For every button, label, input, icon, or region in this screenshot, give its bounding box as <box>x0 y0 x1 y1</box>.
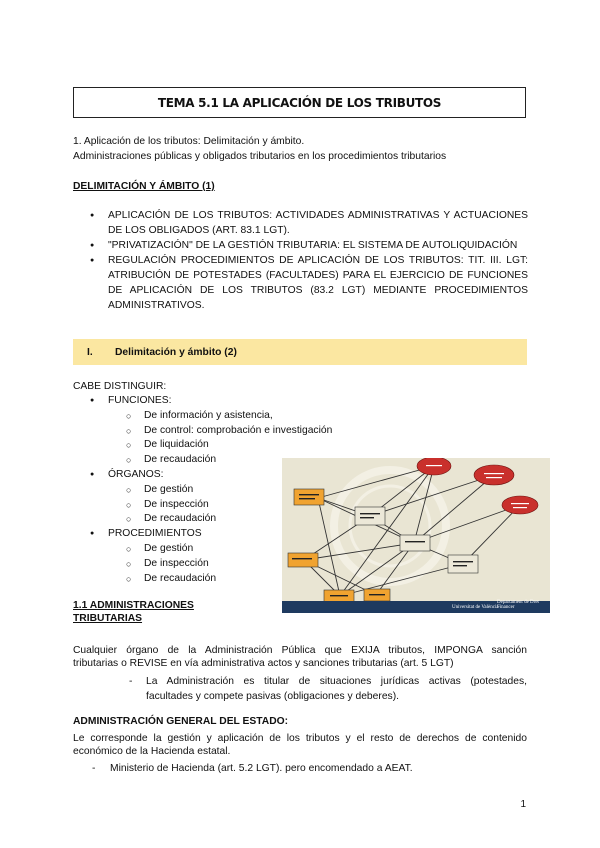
section1-heading: DELIMITACIÓN Y ÁMBITO (1) <box>73 181 215 192</box>
list-item: ○ De gestión <box>90 542 332 557</box>
list-item: ○ De inspección <box>90 498 332 513</box>
list-item: ○ De recaudación <box>90 512 332 527</box>
section-bar-number: I. <box>87 346 93 358</box>
section-bar-label: Delimitación y ámbito (2) <box>115 346 237 358</box>
list-item: ● PROCEDIMIENTOS <box>90 527 332 542</box>
section2-heading-line1: 1.1 ADMINISTRACIONES <box>73 600 194 611</box>
intro-line-2: Administraciones públicas y obligados tributarios en los procedimientos tributarios <box>73 151 447 162</box>
section2-dash-line2: facultades y compete pasivas (obligaciones y deberes). <box>146 691 399 702</box>
section2-heading-line2: TRIBUTARIAS <box>73 613 143 624</box>
page-number: 1 <box>520 799 526 810</box>
section2-para-line2: tributarias o REVISE en vía administrativa actos y sanciones tributarias (art. 5 LGT) <box>73 658 454 669</box>
section3-dash-item: Ministerio de Hacienda (art. 5.2 LGT). pero encomendado a AEAT. <box>110 763 413 774</box>
section2-para-line1: Cualquier órgano de la Administración Pública que EXIJA tributos, IMPONGA sanción <box>73 645 527 656</box>
list-item: ● REGULACIÓN PROCEDIMIENTOS DE APLICACIÓN DE LOS TRIBUTOS: TIT. III. LGT: ATRIBUCIÓN DE POTESTADES (FACULTADES) PARA EL EJERCICIO DE FUNCIONES DE APLICACIÓN DE LOS TRIBUTOS (83.2 LGT) MEDIANTE PROCEDIMIENTOS ADMINISTRATIVOS. <box>90 253 528 313</box>
list-item: ○ De inspección <box>90 557 332 572</box>
section-bar <box>73 339 527 365</box>
list-item: ○ De control: comprobación e investigación <box>90 424 332 439</box>
section1-bullets <box>90 208 528 313</box>
page-title: TEMA 5.1 LA APLICACIÓN DE LOS TRIBUTOS <box>157 95 442 110</box>
figure-caption-right: Departament de Dret Financer <box>497 600 539 610</box>
list-item: ○ De información y asistencia, <box>90 409 332 424</box>
list-item: ○ De gestión <box>90 483 332 498</box>
diagram-figure <box>282 458 550 613</box>
dash-marker: - <box>92 763 96 774</box>
list-item: ● FUNCIONES: <box>90 394 332 409</box>
list-item: ○ De recaudación <box>90 453 332 468</box>
list-item: ● APLICACIÓN DE LOS TRIBUTOS: ACTIVIDADES ADMINISTRATIVAS Y ACTUACIONES DE LOS OBLIGADOS (ART. 83.1 LGT). <box>90 208 528 238</box>
section2-dash-line1: La Administración es titular de situaciones jurídicas activas (potestades, <box>146 676 527 687</box>
section3-heading: ADMINISTRACIÓN GENERAL DEL ESTADO: <box>73 716 289 727</box>
title-box <box>73 87 526 118</box>
distinguish-intro: CABE DISTINGUIR: <box>73 381 167 392</box>
figure-caption-left: Universitat de València <box>452 605 499 610</box>
intro-line-1: 1. Aplicación de los tributos: Delimitación y ámbito. <box>73 136 305 147</box>
list-item: ○ De recaudación <box>90 572 332 587</box>
list-item: ● "PRIVATIZACIÓN" DE LA GESTIÓN TRIBUTARIA: EL SISTEMA DE AUTOLIQUIDACIÓN <box>90 238 528 253</box>
list-item: ● ÓRGANOS: <box>90 468 332 483</box>
section3-para-line2: económico de la Hacienda estatal. <box>73 746 231 757</box>
dash-marker: - <box>129 676 133 687</box>
list-item: ○ De liquidación <box>90 438 332 453</box>
section3-para-line1: Le corresponde la gestión y aplicación de los tributos y el resto de derechos de contenido <box>73 733 527 744</box>
diagram-graphic <box>282 458 550 613</box>
